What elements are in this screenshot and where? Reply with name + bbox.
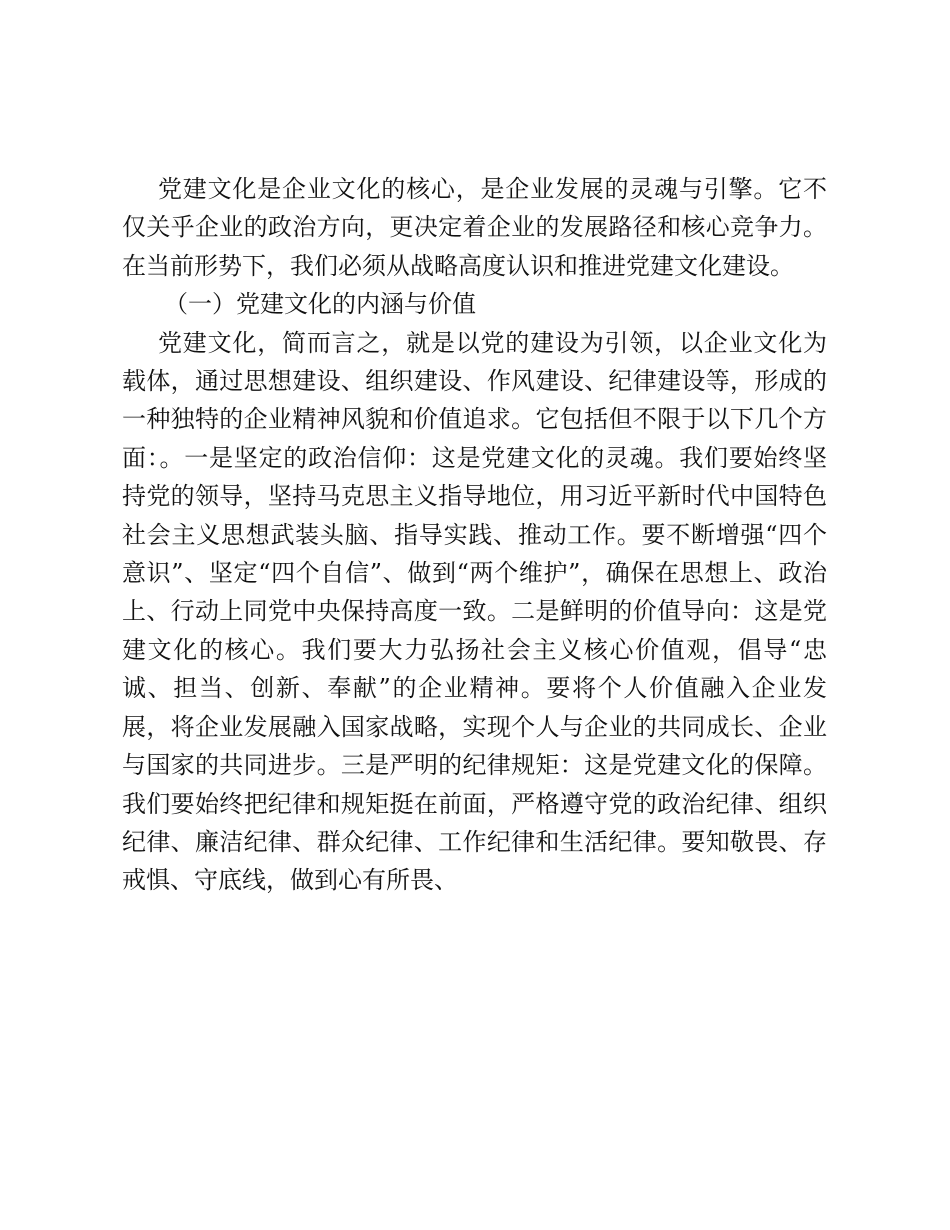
section-heading: （一）党建文化的内涵与价值	[164, 290, 476, 319]
intro-paragraph: 党建文化是企业文化的核心，是企业发展的灵魂与引擎。它不仅关乎企业的政治方向，更决定着企业的发展路径和核心竞争力。在当前形势下，我们必须从战略高度认识和推进党建文化建设。	[122, 175, 827, 280]
document-body	[122, 170, 827, 900]
body-paragraph: 党建文化，简而言之，就是以党的建设为引领，以企业文化为载体，通过思想建设、组织建设、作风建设、纪律建设等，形成的一种独特的企业精神风貌和价值追求。它包括但不限于以下几个方面：。一是坚定的政治信仰：这是党建文化的灵魂。我们要始终坚持党的领导，坚持马克思主义指导地位，用习近平新时代中国特色社会主义思想武装头脑、指导实践、推动工作。要不断增强“四个意识”、坚定“四个自信”、做到“两个维护”，确保在思想上、政治上、行动上同党中央保持高度一致。二是鲜明的价值导向：这是党建文化的核心。我们要大力弘扬社会主义核心价值观，倡导“忠诚、担当、创新、奉献”的企业精神。要将个人价值融入企业发展，将企业发展融入国家战略，实现个人与企业的共同成长、企业与国家的共同进步。三是严明的纪律规矩：这是党建文化的保障。我们要始终把纪律和规矩挺在前面，严格遵守党的政治纪律、组织纪律、廉洁纪律、群众纪律、工作纪律和生活纪律。要知敬畏、存戒惧、守底线，做到心有所畏、	[122, 328, 827, 895]
